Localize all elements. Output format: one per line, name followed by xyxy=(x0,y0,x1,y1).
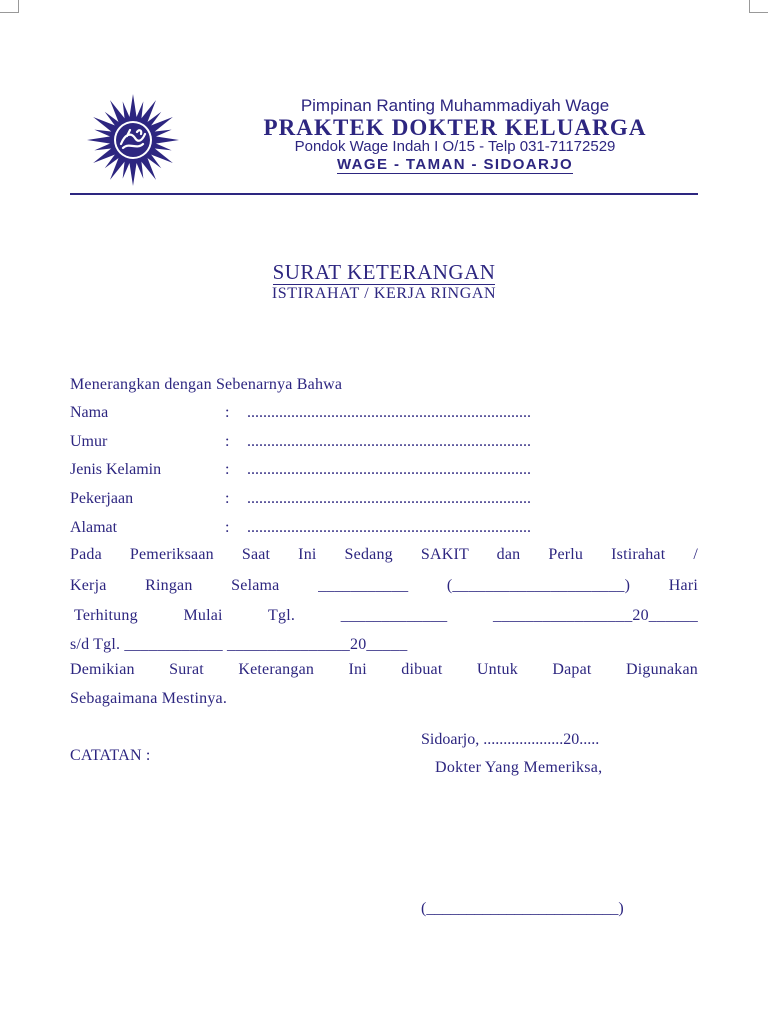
document-title-text: SURAT KETERANGAN xyxy=(272,260,496,284)
field-blank: ....................................................................... xyxy=(247,519,531,536)
field-blank: ....................................................................... xyxy=(247,461,531,478)
field-colon: : xyxy=(225,461,230,478)
signature-name-line: (________________________) xyxy=(421,900,624,917)
closing-line-1: Demikian Surat Keterangan Ini dibuat Untuk Dapat Digunakan xyxy=(70,661,698,678)
statement-line-2: Kerja Ringan Selama ___________ (_____________________) Hari xyxy=(70,577,698,594)
document-subtitle: ISTIRAHAT / KERJA RINGAN xyxy=(271,285,497,302)
statement-line-1: Pada Pemeriksaan Saat Ini Sedang SAKIT dan Perlu Istirahat / xyxy=(70,546,698,563)
notes-label: CATATAN : xyxy=(70,747,151,764)
field-blank: ....................................................................... xyxy=(247,433,531,450)
signature-place-date: Sidoarjo, ....................20..... xyxy=(421,731,600,748)
field-colon: : xyxy=(225,433,230,450)
field-label: Pekerjaan xyxy=(70,490,134,507)
muhammadiyah-logo-icon xyxy=(68,92,198,188)
field-blank: ....................................................................... xyxy=(247,404,531,421)
document-title xyxy=(0,260,768,285)
field-blank: ....................................................................... xyxy=(247,490,531,507)
header-divider xyxy=(70,193,698,195)
crop-mark-right xyxy=(749,0,768,13)
field-label: Nama xyxy=(70,404,109,421)
clinic-name: PRAKTEK DOKTER KELUARGA xyxy=(263,115,647,140)
clinic-location xyxy=(222,156,688,173)
field-colon: : xyxy=(225,490,230,507)
field-colon: : xyxy=(225,404,230,421)
field-label: Alamat xyxy=(70,519,118,536)
statement-line-3: Terhitung Mulai Tgl. _____________ _________________20______ xyxy=(74,607,698,624)
organization-name: Pimpinan Ranting Muhammadiyah Wage xyxy=(300,96,610,115)
statement-line-4: s/d Tgl. ____________ _______________20_____ xyxy=(70,636,408,653)
crop-mark-left xyxy=(0,0,19,13)
clinic-location-text: WAGE - TAMAN - SIDOARJO xyxy=(336,156,574,173)
field-label: Jenis Kelamin xyxy=(70,461,162,478)
field-label: Umur xyxy=(70,433,108,450)
clinic-address: Pondok Wage Indah I O/15 - Telp 031-71172529 xyxy=(294,138,616,155)
field-colon: : xyxy=(225,519,230,536)
intro-text: Menerangkan dengan Sebenarnya Bahwa xyxy=(70,376,343,393)
signature-role: Dokter Yang Memeriksa, xyxy=(435,759,603,776)
closing-line-2: Sebagaimana Mestinya. xyxy=(70,690,228,707)
